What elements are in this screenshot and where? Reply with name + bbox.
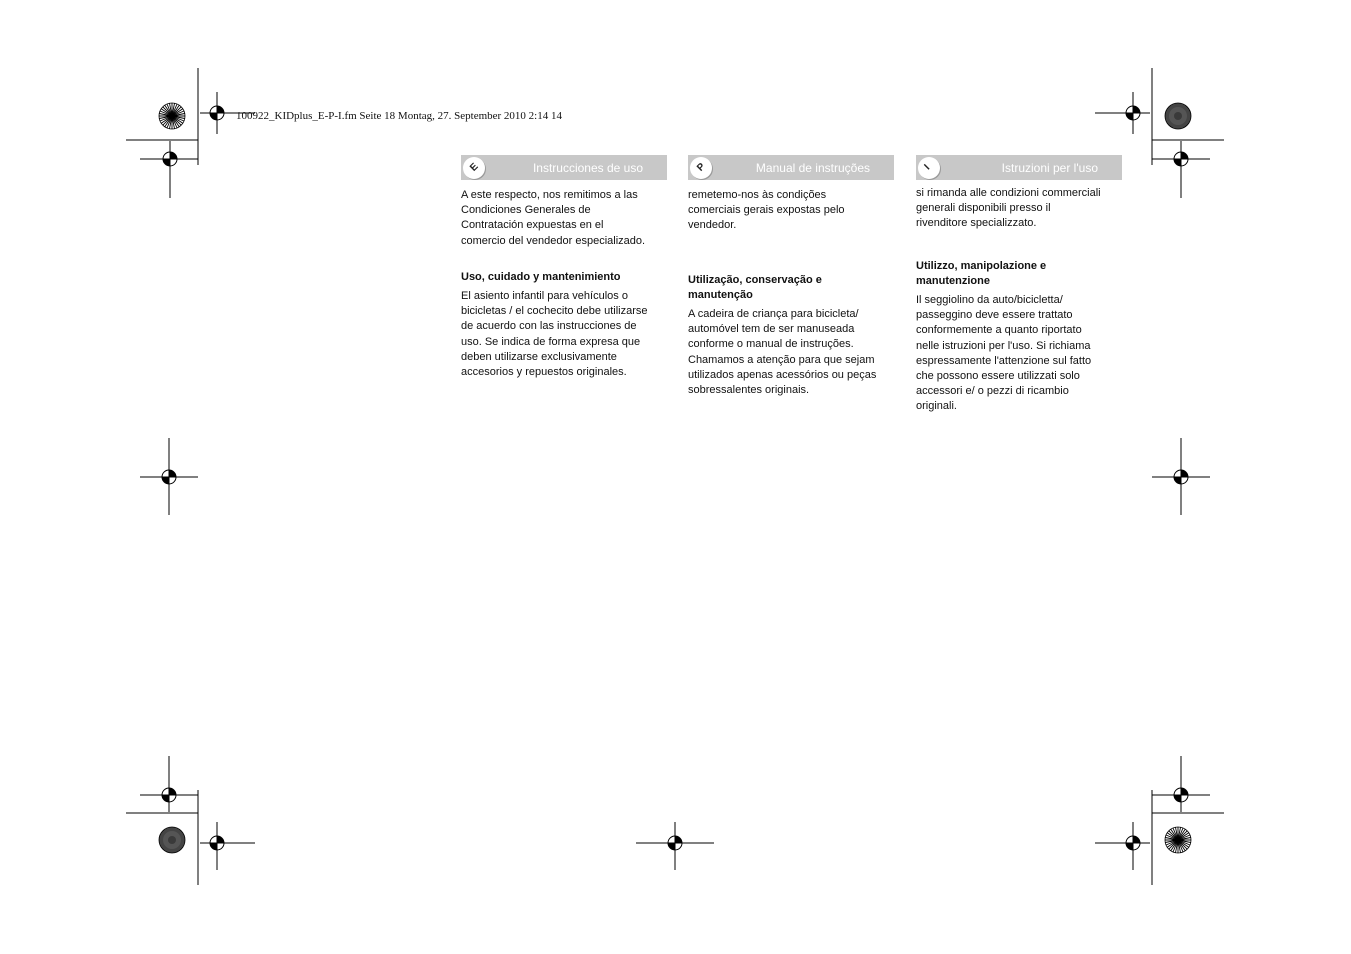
section-heading: Uso, cuidado y mantenimiento	[461, 270, 621, 283]
body-paragraph: Il seggiolino da auto/bicicletta/ passeggino deve essere trattato conformemente a quanto riportato nelle istruzioni per l'uso. Si richiama espressamente l'attenzione sul fatto che possono essere utilizzati solo accessori e/ o pezzi di ricambio originali.	[916, 294, 1092, 413]
section-heading: Utilizzo, manipolazione e manutenzione	[916, 259, 1047, 287]
body-paragraph: El asiento infantil para vehículos o bicicletas / el cochecito debe utilizarse de acuerdo con las instrucciones de uso. Se indica de forma expresa que deben utilizarse exclusivamente accesorios y repuestos originales.	[461, 290, 648, 379]
column-italian	[916, 155, 1122, 415]
language-badge-icon	[463, 157, 485, 179]
language-badge-letter: P	[695, 161, 708, 174]
section-tab-spanish	[461, 155, 667, 180]
section-heading: Utilização, conservação e manutenção	[688, 273, 822, 301]
section-tab-portuguese	[688, 155, 894, 180]
section-tab-title: Istruzioni per l'uso	[1001, 161, 1098, 175]
language-badge-letter: E	[468, 161, 481, 174]
language-badge-icon	[690, 157, 712, 179]
column-spanish	[461, 155, 667, 380]
language-badge-icon	[918, 157, 940, 179]
section-tab-italian	[916, 155, 1122, 180]
column-portuguese	[688, 155, 894, 398]
section-tab-title: Instrucciones de uso	[532, 161, 643, 175]
body-paragraph: A cadeira de criança para bicicleta/ automóvel tem de ser manuseada conforme o manual de instruções. Chamamos a atenção para que sejam utilizados apenas acessórios ou peças sobressalentes originais.	[688, 308, 877, 397]
language-badge-letter: I	[922, 162, 933, 173]
intro-paragraph: remetemo-nos às condições comerciais gerais expostas pelo vendedor.	[688, 189, 845, 232]
section-tab-title: Manual de instruções	[755, 161, 870, 175]
print-header: 100922_KIDplus_E-P-I.fm Seite 18 Montag, 27. September 2010 2:14 14	[236, 110, 562, 122]
intro-paragraph: si rimanda alle condizioni commerciali generali disponibili presso il rivenditore specializzato.	[916, 187, 1101, 230]
intro-paragraph: A este respecto, nos remitimos a las Condiciones Generales de Contratación expuestas en el comercio del vendedor especializado.	[461, 189, 646, 247]
